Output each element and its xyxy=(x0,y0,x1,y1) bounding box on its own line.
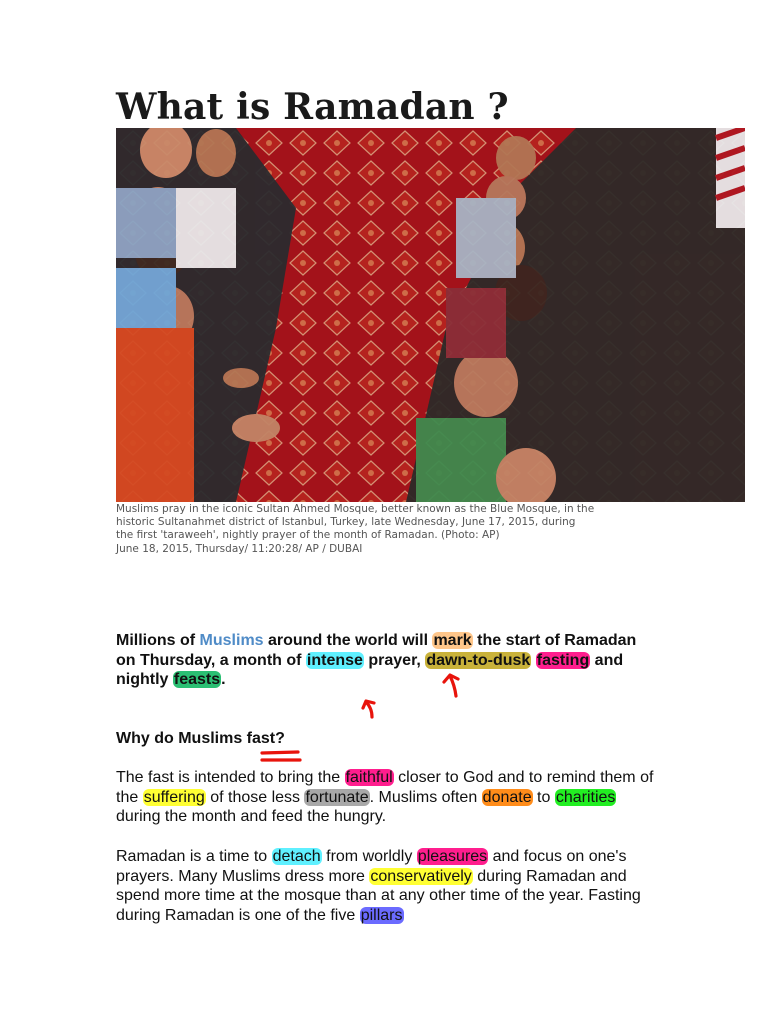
highlight-suffering: suffering xyxy=(143,788,205,806)
text: Millions of xyxy=(116,632,200,649)
text: Ramadan is a time to xyxy=(116,848,272,865)
highlight-fasting: fasting xyxy=(536,651,590,669)
muslims-link[interactable]: Muslims xyxy=(199,632,264,649)
highlight-detach: detach xyxy=(272,848,321,865)
section-heading: Why do Muslims fast? xyxy=(116,730,285,747)
text: the start of Ramadan on Thursday, a month of xyxy=(116,632,637,669)
paragraph-why-fast xyxy=(116,768,661,827)
highlight-pillars: pillars xyxy=(360,906,403,924)
text: . Muslims often xyxy=(369,788,482,806)
text: . xyxy=(221,671,226,689)
photo-illustration xyxy=(116,128,745,502)
lead-paragraph xyxy=(116,631,656,690)
paragraph-time-to-detach xyxy=(116,847,661,925)
highlight-mark: mark xyxy=(433,632,472,649)
caption-line: Muslims pray in the iconic Sultan Ahmed Mosque, better known as the Blue Mosque, in the xyxy=(116,503,595,515)
highlight-faithful: faithful xyxy=(345,769,393,786)
mosque-prayer-photo xyxy=(116,128,745,502)
highlight-charities: charities xyxy=(555,788,616,806)
highlight-dawn-to-dusk: dawn-to-dusk xyxy=(426,651,531,669)
text: and nightly xyxy=(116,651,624,689)
page-title: What is Ramadan ? xyxy=(116,86,509,128)
highlight-intense: intense xyxy=(306,651,363,669)
text: around the world will xyxy=(263,632,433,649)
text: The fast is intended to bring the xyxy=(116,769,345,786)
caption-date-line: June 18, 2015, Thursday/ 11:20:28/ AP / DUBAI xyxy=(116,542,363,555)
caption-line: historic Sultanahmet district of Istanbul, Turkey, late Wednesday, June 17, 2015, during xyxy=(116,516,576,529)
text: during the month and feed the hungry. xyxy=(116,808,387,826)
highlight-donate: donate xyxy=(482,788,532,806)
underline-mark xyxy=(262,752,298,753)
highlight-fortunate: fortunate xyxy=(305,788,369,806)
text: prayer, xyxy=(363,651,426,669)
highlight-conservatively: conservatively xyxy=(370,867,472,885)
highlight-pleasures: pleasures xyxy=(417,848,488,865)
text: of those less xyxy=(205,788,305,806)
text: and focus on one's prayers. Many Muslims dress more xyxy=(116,848,627,885)
arrow-up-icon xyxy=(363,701,374,717)
highlight-feasts: feasts xyxy=(173,671,221,689)
caption-line: the first 'taraweeh', nightly prayer of the month of Ramadan. (Photo: AP) xyxy=(116,529,500,542)
text: from worldly xyxy=(321,848,417,865)
text: closer to God and to remind them of the xyxy=(116,769,654,806)
photo-caption xyxy=(116,503,676,556)
text: to xyxy=(532,788,555,806)
text: during Ramadan and spend more time at the mosque than at any other time of the year. Fasting during Ramadan is one of the five xyxy=(116,867,641,924)
